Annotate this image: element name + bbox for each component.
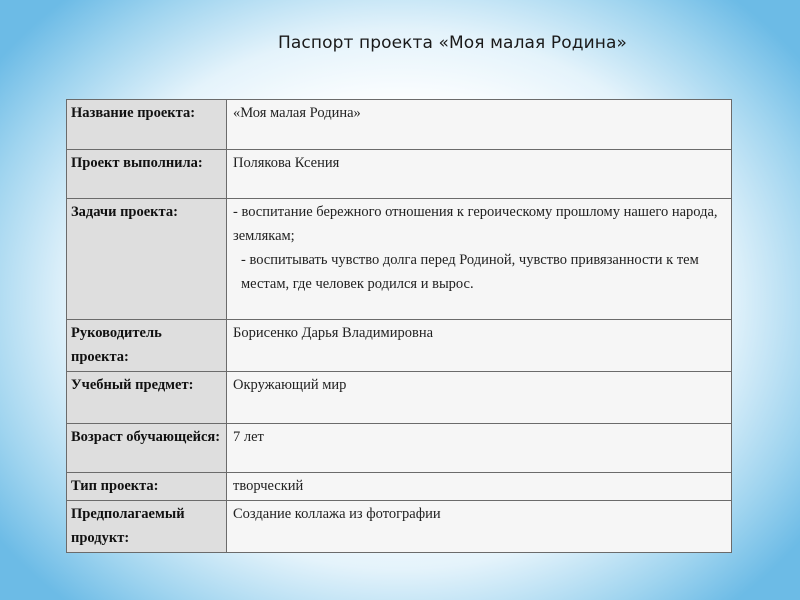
table-row-project-name <box>67 100 732 150</box>
table-row-expected-product <box>67 501 732 553</box>
objective-item-1: - воспитание бережного отношения к героическому прошлому нашего народа, землякам; <box>233 204 718 244</box>
row-value-author <box>227 150 732 199</box>
row-value-age <box>227 424 732 473</box>
row-label-objectives: Задачи проекта: <box>67 199 227 320</box>
row-label-author: Проект выполнила: <box>67 150 227 199</box>
table-row-subject <box>67 372 732 424</box>
table-row-supervisor <box>67 320 732 372</box>
table-row-author <box>67 150 732 199</box>
objective-item-2: - воспитывать чувство долга перед Родиной, чувство привязанности к тем местам, где человек родился и вырос. <box>241 252 699 292</box>
row-value-supervisor <box>227 320 732 372</box>
table-row-objectives <box>67 199 732 320</box>
value-line: Создание коллажа из фотографии <box>233 506 441 522</box>
value-line: Полякова Ксения <box>233 155 340 171</box>
project-passport-table <box>66 99 732 553</box>
row-value-objectives <box>227 199 732 320</box>
value-line: творческий <box>233 478 304 494</box>
row-value-project-name <box>227 100 732 150</box>
row-label-subject: Учебный предмет: <box>67 372 227 424</box>
row-label-project-type: Тип проекта: <box>67 473 227 501</box>
value-line: «Моя малая Родина» <box>233 105 361 121</box>
row-label-supervisor: Руководитель проекта: <box>67 320 227 372</box>
value-line: Борисенко Дарья Владимировна <box>233 325 434 341</box>
value-line: Окружающий мир <box>233 377 347 393</box>
table-row-age <box>67 424 732 473</box>
table-row-project-type <box>67 473 732 501</box>
page-title: Паспорт проекта «Моя малая Родина» <box>278 33 627 53</box>
row-value-project-type <box>227 473 732 501</box>
row-label-project-name: Название проекта: <box>67 100 227 150</box>
row-value-subject <box>227 372 732 424</box>
row-label-age: Возраст обучающейся: <box>67 424 227 473</box>
value-line: 7 лет <box>233 429 264 445</box>
row-label-expected-product: Предполагаемый продукт: <box>67 501 227 553</box>
row-value-expected-product <box>227 501 732 553</box>
